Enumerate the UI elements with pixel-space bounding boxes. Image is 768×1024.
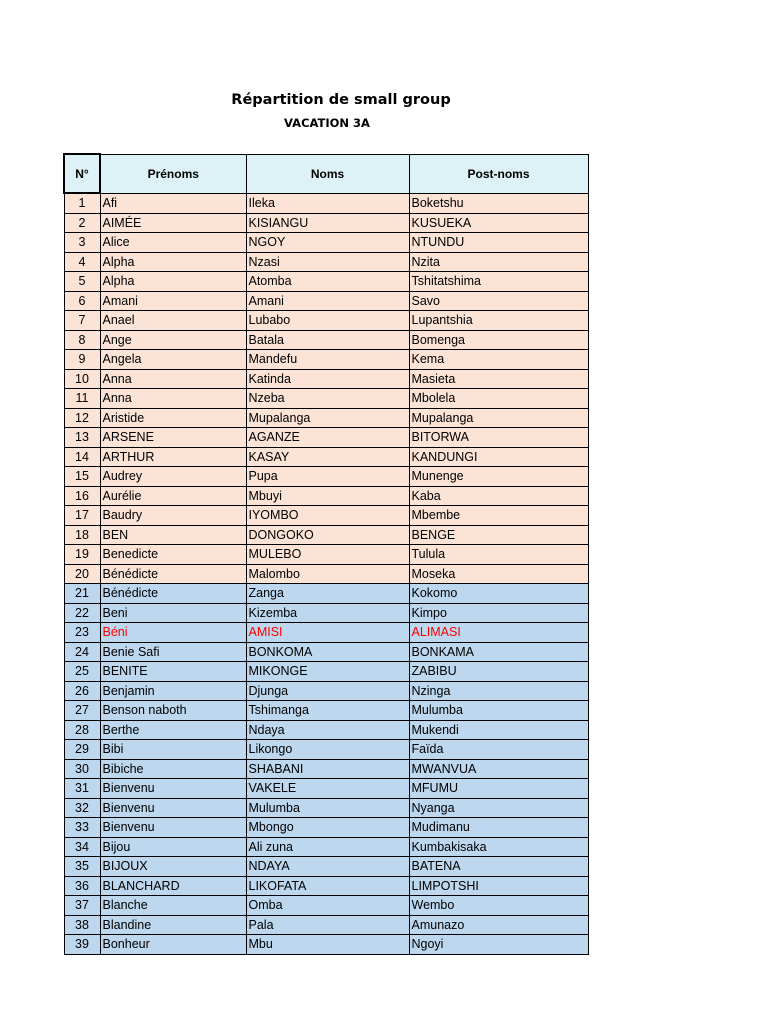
cell-nom: VAKELE	[246, 779, 409, 799]
cell-post-nom: Boketshu	[409, 193, 588, 213]
cell-prenom: Bienvenu	[100, 798, 246, 818]
table-row	[64, 311, 588, 331]
cell-prenom: Amani	[100, 291, 246, 311]
header-post-noms: Post-noms	[409, 154, 588, 193]
cell-prenom: BEN	[100, 525, 246, 545]
cell-prenom: Benedicte	[100, 545, 246, 565]
cell-prenom: Benson naboth	[100, 701, 246, 721]
cell-number: 5	[64, 272, 100, 292]
cell-nom: DONGOKO	[246, 525, 409, 545]
cell-post-nom: Faïda	[409, 740, 588, 760]
cell-nom: Mupalanga	[246, 408, 409, 428]
cell-post-nom: KUSUEKA	[409, 213, 588, 233]
cell-post-nom: BITORWA	[409, 428, 588, 448]
cell-nom: Ileka	[246, 193, 409, 213]
cell-nom: Nzeba	[246, 389, 409, 409]
cell-post-nom: LIMPOTSHI	[409, 876, 588, 896]
cell-number: 19	[64, 545, 100, 565]
cell-post-nom: BATENA	[409, 857, 588, 877]
cell-number: 10	[64, 369, 100, 389]
cell-post-nom: Savo	[409, 291, 588, 311]
table-row	[64, 545, 588, 565]
cell-post-nom: Mukendi	[409, 720, 588, 740]
cell-nom: Mandefu	[246, 350, 409, 370]
table-row	[64, 213, 588, 233]
cell-post-nom: Masieta	[409, 369, 588, 389]
cell-prenom: Bienvenu	[100, 779, 246, 799]
cell-nom: BONKOMA	[246, 642, 409, 662]
cell-nom: Kizemba	[246, 603, 409, 623]
table-row	[64, 681, 588, 701]
table-row	[64, 935, 588, 955]
cell-prenom: Aristide	[100, 408, 246, 428]
table-row	[64, 603, 588, 623]
cell-nom: Mbongo	[246, 818, 409, 838]
cell-post-nom: Kokomo	[409, 584, 588, 604]
cell-post-nom: Wembo	[409, 896, 588, 916]
table-row	[64, 428, 588, 448]
cell-prenom: Benjamin	[100, 681, 246, 701]
cell-prenom: Alpha	[100, 272, 246, 292]
table-row	[64, 876, 588, 896]
cell-prenom: Beni	[100, 603, 246, 623]
cell-prenom: Alice	[100, 233, 246, 253]
cell-nom: Pala	[246, 915, 409, 935]
cell-number: 38	[64, 915, 100, 935]
cell-prenom: Blandine	[100, 915, 246, 935]
table-row	[64, 798, 588, 818]
table-row	[64, 701, 588, 721]
cell-number: 4	[64, 252, 100, 272]
cell-nom: Djunga	[246, 681, 409, 701]
cell-prenom: Béni	[100, 623, 246, 643]
cell-prenom: Bénédicte	[100, 564, 246, 584]
cell-post-nom: Amunazo	[409, 915, 588, 935]
cell-number: 27	[64, 701, 100, 721]
cell-number: 1	[64, 193, 100, 213]
cell-number: 33	[64, 818, 100, 838]
cell-prenom: Anael	[100, 311, 246, 331]
cell-nom: NGOY	[246, 233, 409, 253]
group-table	[63, 153, 589, 955]
cell-nom: Mulumba	[246, 798, 409, 818]
cell-post-nom: Nyanga	[409, 798, 588, 818]
cell-nom: Nzasi	[246, 252, 409, 272]
table-row	[64, 740, 588, 760]
cell-number: 37	[64, 896, 100, 916]
cell-number: 30	[64, 759, 100, 779]
table-row	[64, 350, 588, 370]
cell-nom: KASAY	[246, 447, 409, 467]
cell-prenom: Afi	[100, 193, 246, 213]
table-row	[64, 584, 588, 604]
cell-number: 22	[64, 603, 100, 623]
table-body	[64, 193, 588, 954]
table-row	[64, 330, 588, 350]
cell-post-nom: Bomenga	[409, 330, 588, 350]
cell-post-nom: MFUMU	[409, 779, 588, 799]
cell-number: 20	[64, 564, 100, 584]
cell-post-nom: Kema	[409, 350, 588, 370]
table-row	[64, 720, 588, 740]
cell-number: 32	[64, 798, 100, 818]
cell-post-nom: Munenge	[409, 467, 588, 487]
table-row	[64, 193, 588, 213]
cell-post-nom: Ngoyi	[409, 935, 588, 955]
cell-number: 31	[64, 779, 100, 799]
cell-nom: AMISI	[246, 623, 409, 643]
table-row	[64, 915, 588, 935]
cell-post-nom: Tshitatshima	[409, 272, 588, 292]
cell-nom: Mbuyi	[246, 486, 409, 506]
cell-prenom: Berthe	[100, 720, 246, 740]
table-row	[64, 525, 588, 545]
cell-prenom: Bonheur	[100, 935, 246, 955]
cell-post-nom: ALIMASI	[409, 623, 588, 643]
cell-prenom: Audrey	[100, 467, 246, 487]
cell-nom: Ali zuna	[246, 837, 409, 857]
cell-number: 16	[64, 486, 100, 506]
cell-number: 34	[64, 837, 100, 857]
cell-post-nom: Kumbakisaka	[409, 837, 588, 857]
table-row	[64, 662, 588, 682]
cell-post-nom: KANDUNGI	[409, 447, 588, 467]
document-title: Répartition de small group	[231, 92, 451, 108]
cell-nom: Zanga	[246, 584, 409, 604]
table-row	[64, 642, 588, 662]
cell-number: 28	[64, 720, 100, 740]
table-row	[64, 291, 588, 311]
cell-nom: MULEBO	[246, 545, 409, 565]
table-row	[64, 623, 588, 643]
document-subtitle: VACATION 3A	[284, 116, 370, 130]
cell-post-nom: Mupalanga	[409, 408, 588, 428]
cell-prenom: Benie Safi	[100, 642, 246, 662]
cell-post-nom: Mbembe	[409, 506, 588, 526]
cell-number: 18	[64, 525, 100, 545]
cell-prenom: Anna	[100, 369, 246, 389]
table-row	[64, 369, 588, 389]
cell-nom: Katinda	[246, 369, 409, 389]
cell-post-nom: Tulula	[409, 545, 588, 565]
cell-prenom: Bienvenu	[100, 818, 246, 838]
cell-post-nom: BONKAMA	[409, 642, 588, 662]
cell-number: 24	[64, 642, 100, 662]
cell-prenom: BLANCHARD	[100, 876, 246, 896]
cell-prenom: Baudry	[100, 506, 246, 526]
cell-prenom: BIJOUX	[100, 857, 246, 877]
cell-prenom: Bibi	[100, 740, 246, 760]
cell-nom: Pupa	[246, 467, 409, 487]
cell-nom: Mbu	[246, 935, 409, 955]
table-row	[64, 779, 588, 799]
cell-nom: Malombo	[246, 564, 409, 584]
cell-nom: Ndaya	[246, 720, 409, 740]
cell-nom: SHABANI	[246, 759, 409, 779]
cell-nom: Amani	[246, 291, 409, 311]
cell-prenom: Alpha	[100, 252, 246, 272]
cell-number: 2	[64, 213, 100, 233]
cell-number: 29	[64, 740, 100, 760]
cell-nom: KISIANGU	[246, 213, 409, 233]
cell-number: 13	[64, 428, 100, 448]
cell-post-nom: Mulumba	[409, 701, 588, 721]
cell-prenom: BENITE	[100, 662, 246, 682]
cell-nom: Lubabo	[246, 311, 409, 331]
cell-prenom: Anna	[100, 389, 246, 409]
table-row	[64, 389, 588, 409]
table-row	[64, 564, 588, 584]
header-number: N°	[64, 154, 100, 193]
cell-number: 39	[64, 935, 100, 955]
table-header-row	[64, 154, 588, 193]
cell-prenom: Ange	[100, 330, 246, 350]
cell-number: 14	[64, 447, 100, 467]
cell-number: 26	[64, 681, 100, 701]
cell-nom: Omba	[246, 896, 409, 916]
table-row	[64, 467, 588, 487]
cell-post-nom: MWANVUA	[409, 759, 588, 779]
header-prenoms: Prénoms	[100, 154, 246, 193]
cell-prenom: AIMÉE	[100, 213, 246, 233]
cell-post-nom: Nzita	[409, 252, 588, 272]
cell-nom: Atomba	[246, 272, 409, 292]
cell-post-nom: Nzinga	[409, 681, 588, 701]
table-row	[64, 408, 588, 428]
cell-number: 21	[64, 584, 100, 604]
cell-nom: Likongo	[246, 740, 409, 760]
header-noms: Noms	[246, 154, 409, 193]
cell-post-nom: Lupantshia	[409, 311, 588, 331]
cell-number: 25	[64, 662, 100, 682]
cell-number: 15	[64, 467, 100, 487]
cell-post-nom: Kaba	[409, 486, 588, 506]
cell-prenom: ARSENE	[100, 428, 246, 448]
cell-post-nom: NTUNDU	[409, 233, 588, 253]
cell-post-nom: Mudimanu	[409, 818, 588, 838]
cell-number: 6	[64, 291, 100, 311]
cell-prenom: ARTHUR	[100, 447, 246, 467]
cell-post-nom: Mbolela	[409, 389, 588, 409]
cell-prenom: Aurélie	[100, 486, 246, 506]
cell-number: 3	[64, 233, 100, 253]
cell-nom: MIKONGE	[246, 662, 409, 682]
table-row	[64, 837, 588, 857]
cell-post-nom: ZABIBU	[409, 662, 588, 682]
table-row	[64, 759, 588, 779]
cell-number: 11	[64, 389, 100, 409]
table-row	[64, 896, 588, 916]
cell-prenom: Angela	[100, 350, 246, 370]
cell-nom: LIKOFATA	[246, 876, 409, 896]
cell-number: 35	[64, 857, 100, 877]
table-row	[64, 447, 588, 467]
cell-number: 17	[64, 506, 100, 526]
cell-number: 23	[64, 623, 100, 643]
cell-prenom: Bijou	[100, 837, 246, 857]
table-row	[64, 818, 588, 838]
cell-prenom: Bibiche	[100, 759, 246, 779]
table-row	[64, 506, 588, 526]
table-row	[64, 272, 588, 292]
cell-nom: AGANZE	[246, 428, 409, 448]
cell-number: 12	[64, 408, 100, 428]
cell-post-nom: Moseka	[409, 564, 588, 584]
table-row	[64, 486, 588, 506]
cell-number: 8	[64, 330, 100, 350]
cell-prenom: Bénédicte	[100, 584, 246, 604]
cell-nom: NDAYA	[246, 857, 409, 877]
cell-nom: IYOMBO	[246, 506, 409, 526]
cell-post-nom: BENGE	[409, 525, 588, 545]
cell-prenom: Blanche	[100, 896, 246, 916]
cell-number: 36	[64, 876, 100, 896]
cell-nom: Tshimanga	[246, 701, 409, 721]
cell-number: 9	[64, 350, 100, 370]
table-row	[64, 233, 588, 253]
cell-nom: Batala	[246, 330, 409, 350]
cell-number: 7	[64, 311, 100, 331]
table-row	[64, 252, 588, 272]
cell-post-nom: Kimpo	[409, 603, 588, 623]
table-row	[64, 857, 588, 877]
